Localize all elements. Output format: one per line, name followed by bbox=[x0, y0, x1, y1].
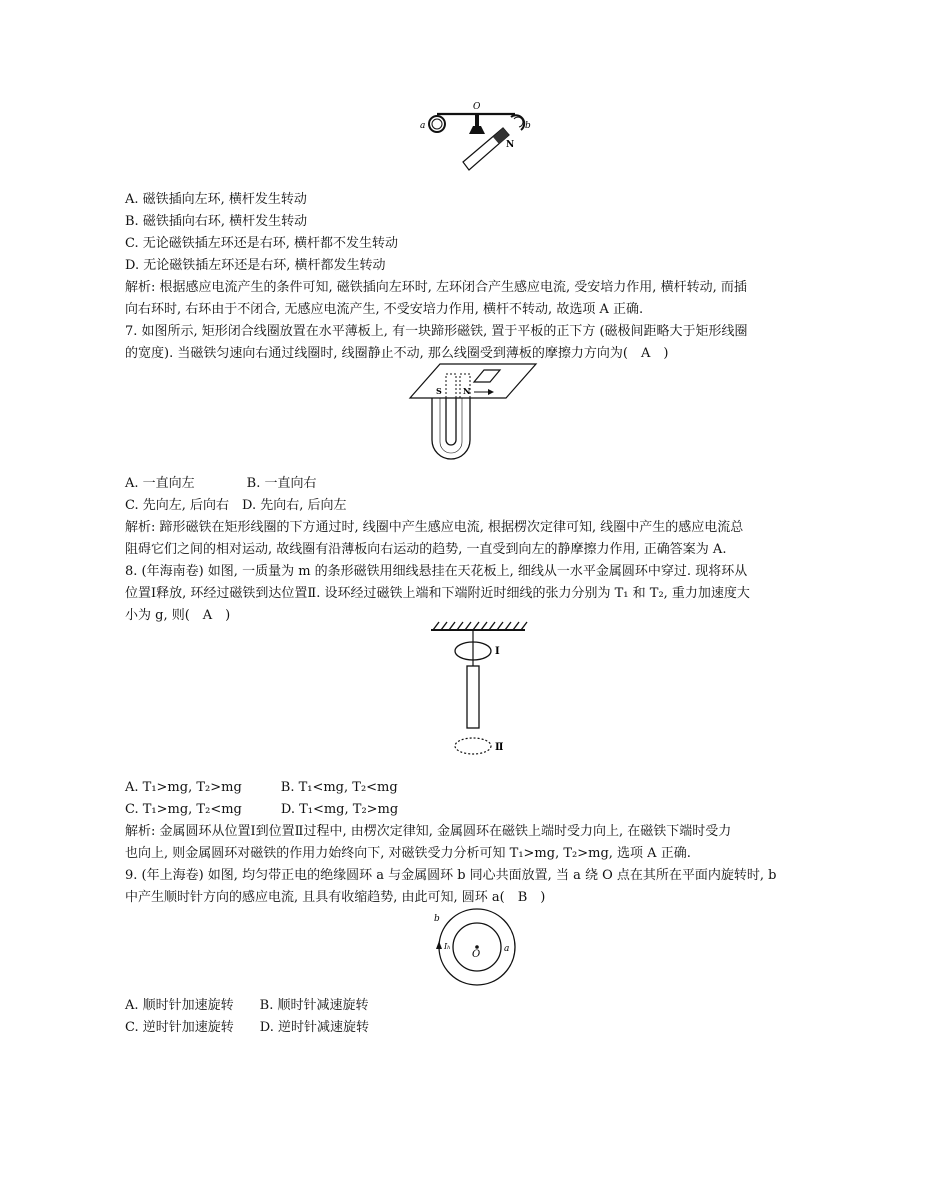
q6-analysis-line-2: 向右环时, 右环由于不闭合, 无感应电流产生, 不受安培力作用, 横杆不转动, 故选项 A 正确. bbox=[125, 302, 644, 317]
q6-option-d: D. 无论磁铁插左环还是右环, 横杆都发生转动 bbox=[125, 258, 386, 273]
q6-analysis-line-1: 解析: 根据感应电流产生的条件可知, 磁铁插向左环时, 左环闭合产生感应电流, 受安培力作用, 横杆转动, 而插 bbox=[125, 280, 747, 295]
q9-label-a: a bbox=[504, 944, 510, 954]
q6-option-c: C. 无论磁铁插左环还是右环, 横杆都不发生转动 bbox=[125, 236, 399, 251]
q6-option-a: A. 磁铁插向左环, 横杆发生转动 bbox=[125, 192, 307, 207]
q7-analysis-line-1: 解析: 蹄形磁铁在矩形线圈的下方通过时, 线圈中产生感应电流, 根据楞次定律可知, 线圈中产生的感应电流总 bbox=[125, 520, 744, 535]
q7-figure bbox=[400, 360, 540, 470]
q8-option-line-2: C. T₁>mg, T₂<mg D. T₁<mg, T₂>mg bbox=[125, 802, 399, 817]
q6-label-a: a bbox=[420, 121, 426, 131]
q8-analysis-line-1: 解析: 金属圆环从位置Ⅰ到位置Ⅱ过程中, 由楞次定律知, 金属圆环在磁铁上端时受力向上, 在磁铁下端时受力 bbox=[125, 824, 732, 839]
q7-option-line-2: C. 先向左, 后向右 D. 先向右, 后向左 bbox=[125, 498, 347, 513]
q7-stem-line-1: 7. 如图所示, 矩形闭合线圈放置在水平薄板上, 有一块蹄形磁铁, 置于平板的正下方 (磁极间距略大于矩形线圈 bbox=[125, 324, 748, 339]
q9-label-o: O bbox=[472, 949, 481, 960]
q8-stem-line-1: 8. (年海南卷) 如图, 一质量为 m 的条形磁铁用细线悬挂在天花板上, 细线从一水平金属圆环中穿过. 现将环从 bbox=[125, 564, 748, 579]
q8-label-position-2: Ⅱ bbox=[495, 742, 504, 753]
q7-label-n: N bbox=[463, 386, 471, 396]
q8-analysis-line-2: 也向上, 则金属圆环对磁铁的作用力始终向下, 对磁铁受力分析可知 T₁>mg, T₂>mg, 选项 A 正确. bbox=[125, 846, 691, 861]
q9-option-line-2: C. 逆时针加速旋转 D. 逆时针减速旋转 bbox=[125, 1020, 369, 1035]
q8-stem-line-2: 位置Ⅰ释放, 环经过磁铁到达位置Ⅱ. 设环经过磁铁上端和下端附近时细线的张力分别为 T₁ 和 T₂, 重力加速度大 bbox=[125, 586, 750, 601]
q7-option-line-1: A. 一直向左 B. 一直向右 bbox=[125, 476, 317, 491]
q8-label-position-1: Ⅰ bbox=[495, 646, 500, 657]
q9-figure bbox=[430, 905, 525, 990]
q7-label-s: S bbox=[436, 386, 442, 396]
q7-analysis-line-2: 阻碍它们之间的相对运动, 故线圈有沿薄板向右运动的趋势, 一直受到向左的静摩擦力作用, 正确答案为 A. bbox=[125, 542, 727, 557]
q9-option-line-1: A. 顺时针加速旋转 B. 顺时针减速旋转 bbox=[125, 998, 369, 1013]
q6-label-n: N bbox=[506, 140, 515, 150]
q9-label-b: b bbox=[434, 914, 440, 924]
q8-option-line-1: A. T₁>mg, T₂>mg B. T₁<mg, T₂<mg bbox=[125, 780, 398, 795]
q6-label-b: b bbox=[525, 121, 531, 131]
q6-label-o: O bbox=[473, 102, 481, 112]
q9-stem-line-1: 9. (年上海卷) 如图, 均匀带正电的绝缘圆环 a 与金属圆环 b 同心共面放置, 当 a 绕 O 点在其所在平面内旋转时, b bbox=[125, 868, 777, 883]
q9-label-current: Iₕ bbox=[444, 942, 451, 951]
q9-stem-line-2: 中产生顺时针方向的感应电流, 且具有收缩趋势, 由此可知, 圆环 a( B ) bbox=[125, 890, 546, 905]
q8-stem-line-3: 小为 g, 则( A ) bbox=[125, 608, 231, 623]
q8-figure bbox=[425, 618, 535, 768]
q7-stem-line-2: 的宽度). 当磁铁匀速向右通过线圈时, 线圈静止不动, 那么线圈受到薄板的摩擦力方向为( A ) bbox=[125, 346, 669, 361]
q6-option-b: B. 磁铁插向右环, 横杆发生转动 bbox=[125, 214, 308, 229]
q6-figure bbox=[415, 100, 545, 180]
